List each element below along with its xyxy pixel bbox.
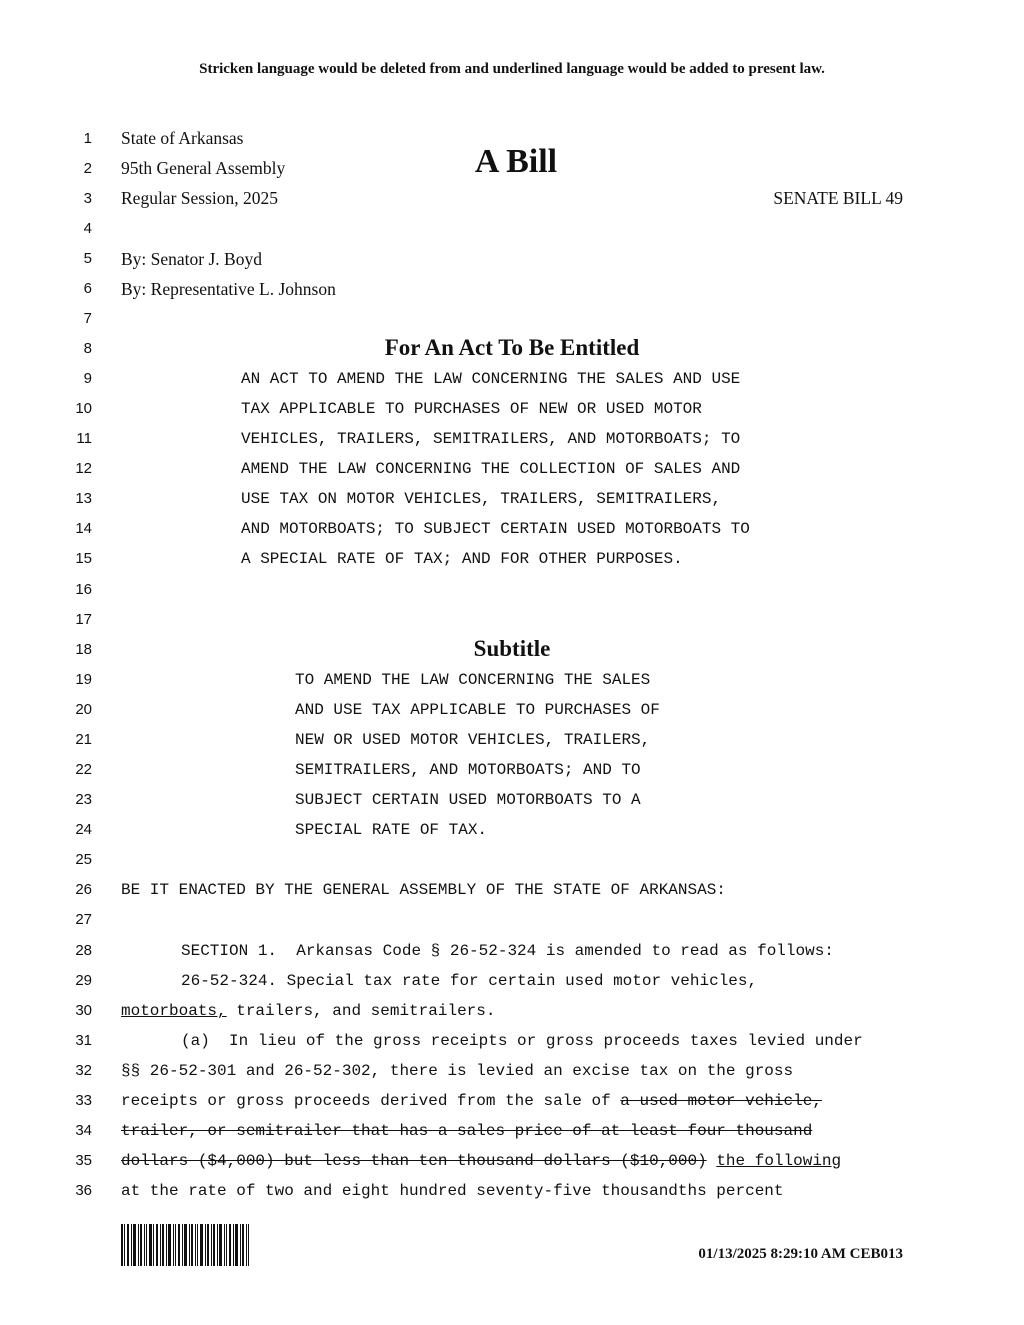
body-line (121, 1091, 822, 1111)
line-number: 13 (75, 490, 92, 507)
body-line (121, 1121, 812, 1141)
line-number: 26 (75, 881, 92, 898)
title-line: VEHICLES, TRAILERS, SEMITRAILERS, AND MOTORBOATS; TO (241, 430, 741, 448)
stricken-text: trailer, or semitrailer that has a sales price of at least four thousand (121, 1122, 813, 1140)
session-name: Regular Session, 2025 (121, 188, 279, 208)
subtitle-line: NEW OR USED MOTOR VEHICLES, TRAILERS, (295, 731, 651, 749)
body-text: receipts or gross proceeds derived from the sale of (121, 1092, 621, 1110)
line-number: 2 (83, 160, 92, 177)
line-number: 19 (75, 671, 92, 688)
line-number: 12 (75, 460, 92, 477)
stricken-text: a used motor vehicle, (620, 1092, 822, 1110)
line-number: 21 (75, 731, 92, 748)
line-number: 8 (83, 340, 92, 357)
bill-number: SENATE BILL 49 (773, 188, 903, 208)
line-number: 20 (75, 701, 92, 718)
amendment-notice: Stricken language would be deleted from and underlined language would be added to present law. (199, 61, 825, 77)
barcode-icon (121, 1224, 249, 1266)
body-line (121, 1151, 841, 1171)
title-line: TAX APPLICABLE TO PURCHASES OF NEW OR USED MOTOR (241, 400, 702, 418)
sponsor-representative: By: Representative L. Johnson (121, 279, 336, 299)
line-number: 5 (83, 250, 92, 267)
title-heading: For An Act To Be Entitled (384, 335, 640, 360)
title-line: AN ACT TO AMEND THE LAW CONCERNING THE SALES AND USE (241, 370, 741, 388)
title-line: AND MOTORBOATS; TO SUBJECT CERTAIN USED MOTORBOATS TO (241, 520, 750, 538)
subtitle-line: SPECIAL RATE OF TAX. (295, 821, 488, 839)
line-number: 36 (75, 1182, 92, 1199)
subtitle-line: AND USE TAX APPLICABLE TO PURCHASES OF (295, 701, 660, 719)
line-number: 11 (76, 430, 92, 447)
sponsor-senator: By: Senator J. Boyd (121, 249, 262, 269)
enacting-clause: BE IT ENACTED BY THE GENERAL ASSEMBLY OF THE STATE OF ARKANSAS: (121, 881, 726, 899)
line-number: 25 (75, 851, 92, 868)
line-number: 35 (75, 1152, 92, 1169)
body-line: (a) In lieu of the gross receipts or gross proceeds taxes levied under (181, 1032, 863, 1050)
subtitle-line: SUBJECT CERTAIN USED MOTORBOATS TO A (295, 791, 641, 809)
footer-timestamp: 01/13/2025 8:29:10 AM CEB013 (698, 1246, 903, 1262)
line-number: 23 (75, 791, 92, 808)
line-number: 34 (75, 1122, 92, 1139)
line-number: 15 (75, 550, 92, 567)
line-number: 3 (83, 190, 92, 207)
line-number: 18 (75, 641, 92, 658)
line-number: 9 (83, 370, 92, 387)
body-line: at the rate of two and eight hundred seventy-five thousandths percent (121, 1182, 784, 1200)
line-number: 22 (75, 761, 92, 778)
line-number: 27 (75, 911, 92, 928)
body-line: §§ 26-52-301 and 26-52-302, there is levied an excise tax on the gross (121, 1062, 794, 1080)
general-assembly: 95th General Assembly (121, 158, 286, 178)
line-number: 17 (75, 611, 92, 628)
line-number: 10 (75, 400, 92, 417)
line-number: 16 (75, 581, 92, 598)
line-number: 29 (75, 972, 92, 989)
added-text: the following (716, 1152, 842, 1170)
line-number: 6 (83, 280, 92, 297)
line-number: 1 (83, 130, 92, 147)
title-line: AMEND THE LAW CONCERNING THE COLLECTION OF SALES AND (241, 460, 741, 478)
line-number: 24 (75, 821, 92, 838)
line-number: 30 (75, 1002, 92, 1019)
body-line (121, 1001, 495, 1021)
line-number: 28 (75, 942, 92, 959)
subtitle-line: TO AMEND THE LAW CONCERNING THE SALES (295, 671, 651, 689)
line-number: 7 (83, 310, 92, 327)
line-number: 14 (75, 520, 92, 537)
subtitle-heading: Subtitle (473, 636, 551, 661)
subtitle-line: SEMITRAILERS, AND MOTORBOATS; AND TO (295, 761, 641, 779)
line-number: 32 (75, 1062, 92, 1079)
line-number: 33 (75, 1092, 92, 1109)
line-number: 31 (75, 1032, 92, 1049)
document-type-title: A Bill (474, 143, 558, 180)
section-heading: SECTION 1. Arkansas Code § 26-52-324 is amended to read as follows: (181, 942, 834, 960)
title-line: USE TAX ON MOTOR VEHICLES, TRAILERS, SEMITRAILERS, (241, 490, 722, 508)
line-number: 4 (83, 220, 92, 237)
code-section-title: 26-52-324. Special tax rate for certain used motor vehicles, (181, 972, 758, 990)
added-text: motorboats, (121, 1002, 227, 1020)
body-text: trailers, and semitrailers. (226, 1002, 496, 1020)
stricken-text: dollars ($4,000) but less than ten thousand dollars ($10,000) (121, 1152, 707, 1170)
state-name: State of Arkansas (121, 128, 244, 148)
title-line: A SPECIAL RATE OF TAX; AND FOR OTHER PURPOSES. (241, 550, 683, 568)
